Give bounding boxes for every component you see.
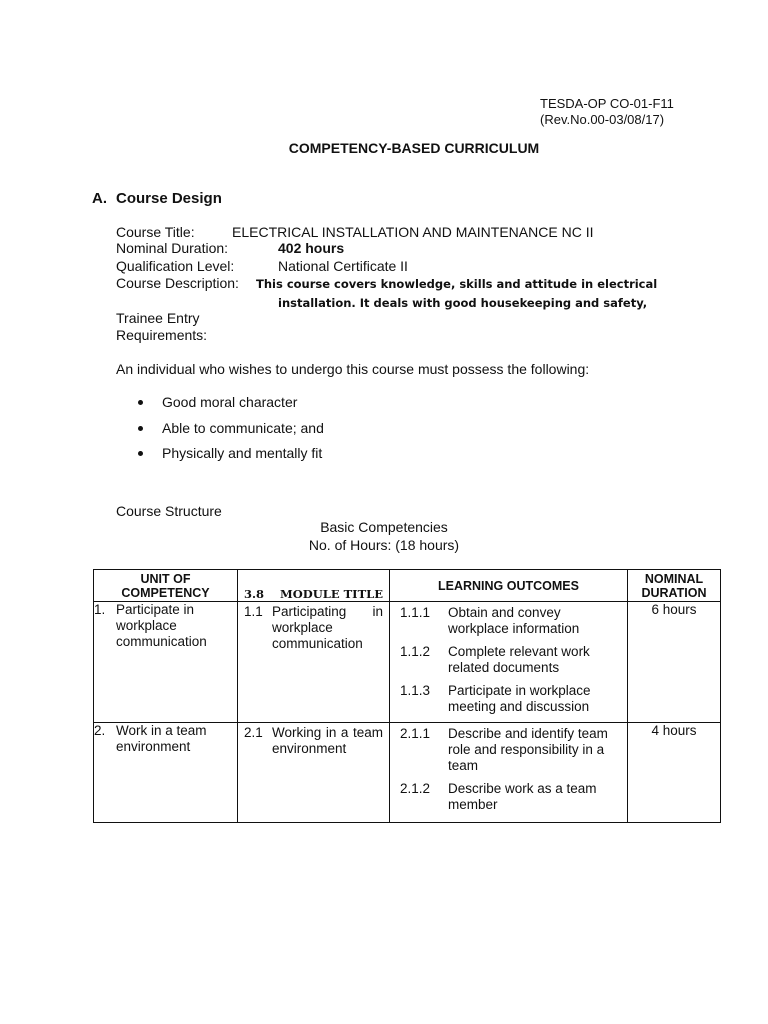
outcome-number: 2.1.2 <box>400 781 431 796</box>
section-title: Course Design <box>116 190 222 207</box>
unit-header-line1: UNIT OF <box>140 571 191 586</box>
duration-header-line2: DURATION <box>641 585 707 600</box>
document-code: TESDA-OP CO-01-F11 <box>540 96 674 111</box>
duration-cell: 6 hours <box>628 602 721 723</box>
bullet-icon <box>138 451 143 456</box>
duration-header <box>628 570 721 602</box>
module-header <box>238 570 390 602</box>
course-title-value: ELECTRICAL INSTALLATION AND MAINTENANCE NC II <box>232 224 594 240</box>
nominal-duration-label: Nominal Duration: <box>116 240 229 256</box>
list-item <box>132 394 324 420</box>
course-structure-label: Course Structure <box>116 503 222 519</box>
course-description-label: Course Description: <box>116 275 239 291</box>
course-description-row <box>116 275 658 310</box>
qualification-level-value: National Certificate II <box>278 258 408 274</box>
trainee-entry-line1: Trainee Entry <box>116 310 200 326</box>
outcome-number: 1.1.2 <box>400 644 431 659</box>
outcome-text: Describe work as a team member <box>448 781 597 812</box>
document-title: COMPETENCY-BASED CURRICULUM <box>288 140 540 156</box>
unit-header <box>94 570 238 602</box>
qualification-level-label: Qualification Level: <box>116 258 235 274</box>
module-header-text: 3.8 MODULE TITLE <box>244 587 383 601</box>
unit-cell <box>94 602 238 723</box>
list-item <box>132 445 324 471</box>
trainee-entry-label <box>116 310 207 344</box>
outcome-text: Describe and identify team role and responsibility in a team <box>448 726 608 773</box>
section-heading <box>92 190 222 207</box>
unit-text: Participate in workplace communication <box>116 602 207 649</box>
competency-table <box>93 569 721 823</box>
section-letter: A. <box>92 190 107 207</box>
bullet-icon <box>138 426 143 431</box>
table-row <box>94 723 721 823</box>
unit-cell <box>94 723 238 823</box>
list-item-text: Physically and mentally fit <box>162 445 323 461</box>
outcome-text: Obtain and convey workplace information <box>448 605 580 636</box>
unit-text: Work in a team environment <box>116 723 207 754</box>
qualification-level-row <box>116 258 408 274</box>
module-text: Working in a team environment <box>272 725 383 756</box>
duration-cell: 4 hours <box>628 723 721 823</box>
outcome-number: 1.1.1 <box>400 605 431 620</box>
document-code-block <box>540 96 674 128</box>
module-number: 2.1 <box>244 725 263 740</box>
outcome-number: 2.1.1 <box>400 726 431 741</box>
duration-header-line1: NOMINAL <box>644 571 704 586</box>
course-description-line1: This course covers knowledge, skills and attitude in electrical <box>256 277 658 291</box>
course-title-label: Course Title: <box>116 224 195 240</box>
list-item-text: Able to communicate; and <box>162 419 324 436</box>
outcomes-header: LEARNING OUTCOMES <box>390 570 628 602</box>
list-item <box>132 420 324 446</box>
revision-number: (Rev.No.00-03/08/17) <box>540 112 665 127</box>
requirements-intro: An individual who wishes to undergo this course must possess the following: <box>116 361 590 377</box>
nominal-duration-value: 402 hours <box>278 240 345 256</box>
module-cell <box>238 723 390 823</box>
unit-header-line2: COMPETENCY <box>121 585 210 600</box>
list-item-text: Good moral character <box>162 394 298 410</box>
basic-competencies-heading: Basic Competencies <box>320 519 448 535</box>
unit-number: 1. <box>94 602 106 617</box>
outcomes-cell <box>390 723 628 823</box>
table-header-row <box>94 570 721 602</box>
course-description-line2: installation. It deals with good housekeeping and safety, <box>278 296 648 310</box>
bullet-icon <box>138 400 143 405</box>
module-number: 1.1 <box>244 604 263 619</box>
nominal-duration-row <box>116 240 345 256</box>
table-row <box>94 602 721 723</box>
outcomes-cell <box>390 602 628 723</box>
hours-subheading: No. of Hours: (18 hours) <box>308 537 460 553</box>
outcome-number: 1.1.3 <box>400 683 431 698</box>
requirements-list <box>132 394 324 471</box>
course-title-row <box>116 224 594 240</box>
module-cell <box>238 602 390 723</box>
outcome-text: Complete relevant work related documents <box>448 644 590 675</box>
unit-number: 2. <box>94 723 106 738</box>
module-text: Participating in workplace communication <box>272 604 383 651</box>
trainee-entry-line2: Requirements: <box>116 327 208 343</box>
outcome-text: Participate in workplace meeting and discussion <box>448 683 591 714</box>
